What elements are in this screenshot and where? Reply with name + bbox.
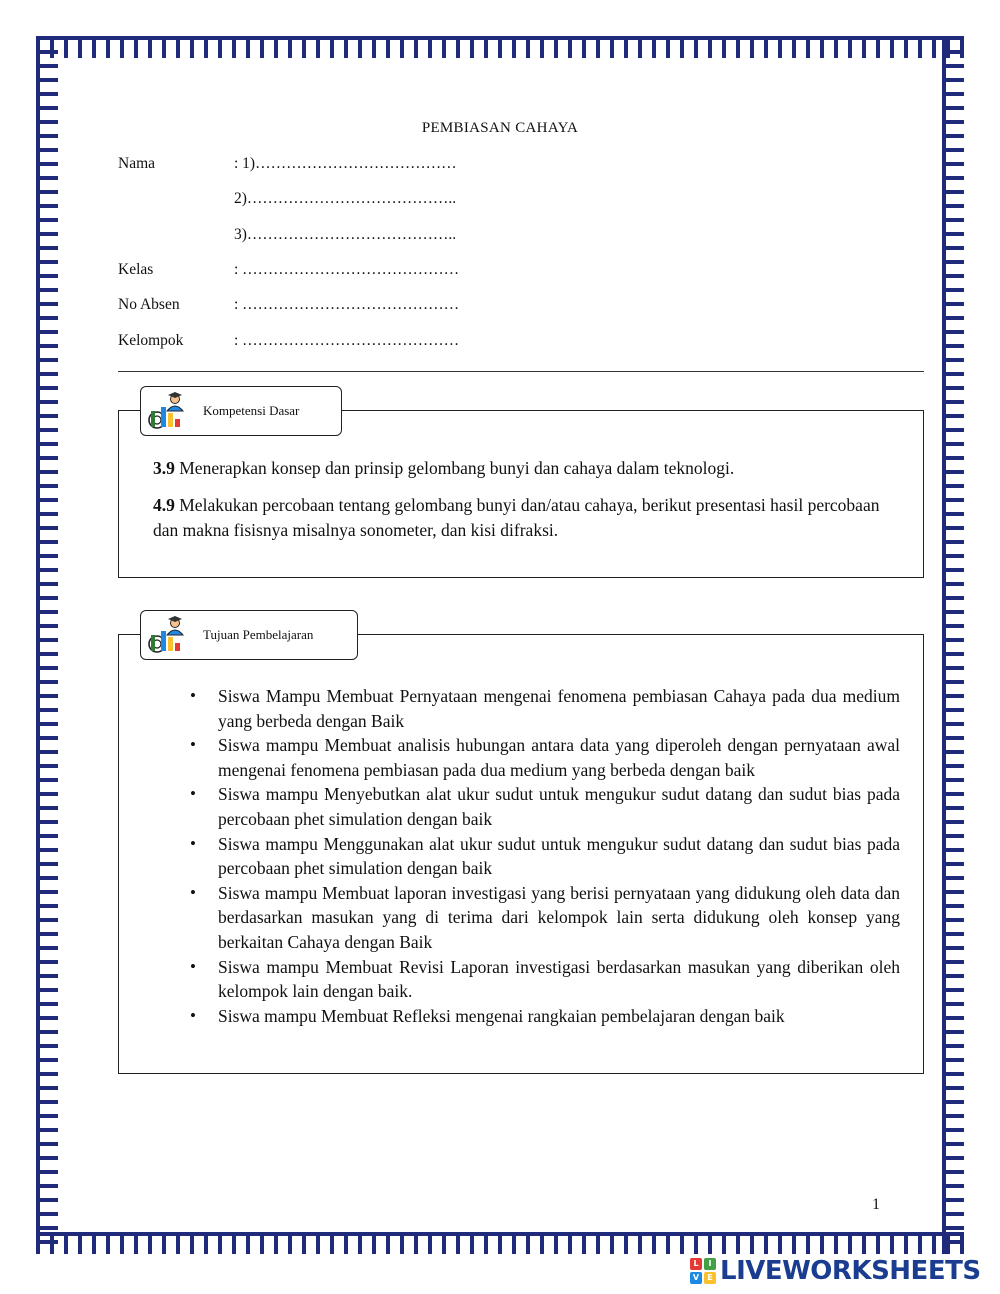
- liveworksheets-logo-icon: [690, 1258, 716, 1284]
- field-value-kelas[interactable]: : ……………………………………: [234, 261, 460, 278]
- list-item: [190, 955, 900, 1004]
- list-item: [190, 832, 900, 881]
- page-number: 1: [872, 1196, 880, 1213]
- page-border-bottom: [36, 1232, 964, 1254]
- bullet-icon: •: [190, 1005, 196, 1025]
- list-item: [190, 881, 900, 955]
- tujuan-pembelajaran-list: [190, 684, 900, 1028]
- bullet-icon: •: [190, 956, 196, 976]
- bullet-icon: •: [190, 833, 196, 853]
- kd-text: Menerapkan konsep dan prinsip gelombang bunyi dan cahaya dalam teknologi.: [174, 458, 735, 478]
- field-label-kelas: Kelas: [118, 261, 154, 278]
- list-item-text: Siswa mampu Menyebutkan alat ukur sudut untuk mengukur sudut datang dan sudut bias pada percobaan phet simulation dengan baik: [218, 784, 900, 829]
- field-value-nama-3[interactable]: 3)…………………………………..: [234, 226, 457, 243]
- page-border-right: [942, 36, 964, 1254]
- list-item-text: Siswa mampu Membuat Revisi Laporan investigasi berdasarkan masukan yang diberikan oleh kelompok lain dengan baik.: [218, 956, 900, 1002]
- bullet-icon: •: [190, 784, 196, 804]
- field-label-kelompok: Kelompok: [118, 332, 184, 349]
- list-item: [190, 1004, 900, 1029]
- tujuan-pembelajaran-tab-label: Tujuan Pembelajaran: [203, 627, 314, 642]
- list-item: [190, 684, 900, 733]
- teacher-chart-icon: [145, 615, 197, 655]
- logo-square-e: E: [704, 1272, 716, 1284]
- page-title: PEMBIASAN CAHAYA: [421, 120, 579, 136]
- list-item-text: Siswa mampu Membuat Refleksi mengenai rangkaian pembelajaran dengan baik: [218, 1005, 785, 1026]
- kompetensi-dasar-tab-label: Kompetensi Dasar: [203, 403, 300, 418]
- liveworksheets-logo[interactable]: [690, 1256, 981, 1286]
- bullet-icon: •: [190, 735, 196, 755]
- kd-item-3-9: [153, 456, 903, 481]
- page-border-left: [36, 36, 58, 1254]
- field-value-nama-2[interactable]: 2)…………………………………..: [234, 190, 457, 207]
- field-value-nama-1[interactable]: : 1)…………………………………: [234, 155, 457, 172]
- field-value-no-absen[interactable]: : ……………………………………: [234, 296, 460, 313]
- list-item-text: Siswa Mampu Membuat Pernyataan mengenai fenomena pembiasan Cahaya pada dua medium yang berbeda dengan Baik: [218, 686, 900, 731]
- bullet-icon: •: [190, 686, 196, 705]
- section-divider: [118, 371, 924, 372]
- field-label-nama: Nama: [118, 155, 156, 172]
- kd-text: Melakukan percobaan tentang gelombang bunyi dan/atau cahaya, berikut presentasi hasil percobaan dan makna fisisnya misalnya sonometer, dan kisi difraksi.: [153, 495, 880, 540]
- bullet-icon: •: [190, 882, 196, 902]
- teacher-chart-icon: [145, 391, 197, 431]
- list-item: [190, 782, 900, 831]
- kd-code: 4.9: [153, 495, 175, 515]
- list-item-text: Siswa mampu Membuat analisis hubungan antara data yang diperoleh dengan pernyataan awal mengenai fenomena pembiasan pada dua medium yang berbeda dengan baik: [218, 735, 900, 780]
- liveworksheets-logo-text: LIVEWORKSHEETS: [720, 1256, 981, 1286]
- kompetensi-dasar-tab: [140, 386, 342, 436]
- list-item: [190, 733, 900, 782]
- kd-item-4-9: [153, 493, 903, 543]
- list-item-text: Siswa mampu Menggunakan alat ukur sudut untuk mengukur sudut datang dan sudut bias pada percobaan phet simulation dengan baik: [218, 833, 900, 879]
- field-label-no-absen: No Absen: [118, 296, 180, 313]
- kd-code: 3.9: [153, 458, 175, 478]
- logo-square-i: I: [704, 1258, 716, 1270]
- logo-square-l: L: [690, 1258, 702, 1270]
- tujuan-pembelajaran-tab: [140, 610, 358, 660]
- logo-square-v: V: [690, 1272, 702, 1284]
- page-border-top: [36, 36, 964, 58]
- field-value-kelompok[interactable]: : ……………………………………: [234, 332, 460, 349]
- list-item-text: Siswa mampu Membuat laporan investigasi yang berisi pernyataan yang didukung oleh data dan berdasarkan masukan yang di terima dari kelompok lain serta didukung oleh konsep yang berkaitan Cahaya dengan Baik: [218, 882, 900, 952]
